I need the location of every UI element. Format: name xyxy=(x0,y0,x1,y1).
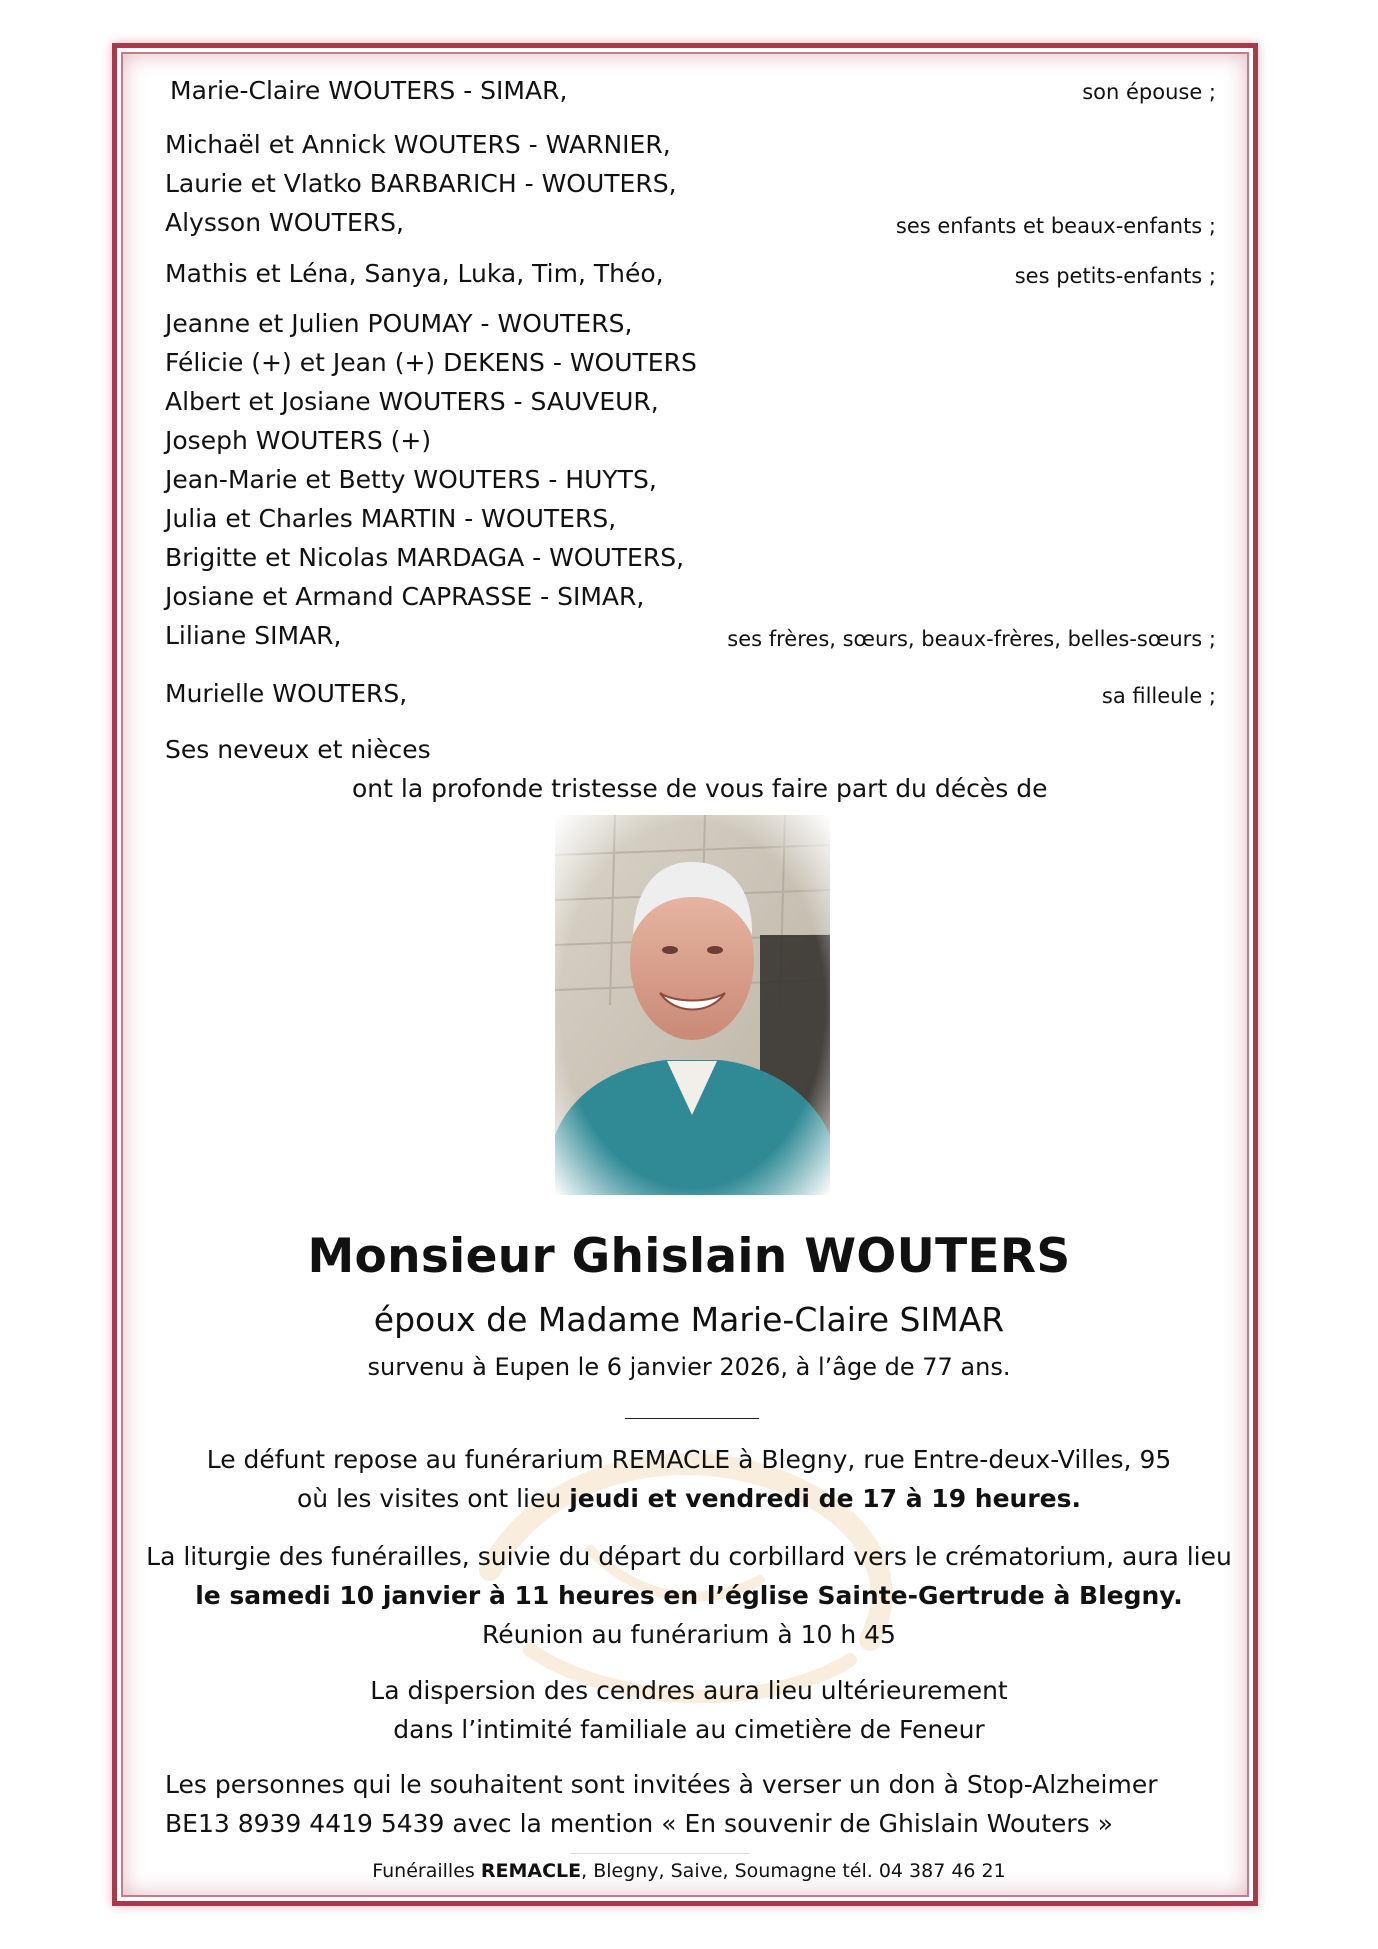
footer-credit xyxy=(0,1862,1378,1881)
sibling-5: Jean-Marie et Betty WOUTERS - HUYTS, xyxy=(165,465,657,494)
footer-company: REMACLE xyxy=(480,1860,582,1882)
deceased-spouse-line: époux de Madame Marie-Claire SIMAR xyxy=(373,1300,1005,1339)
child-1: Michaël et Annick WOUTERS - WARNIER, xyxy=(165,130,671,159)
sibling-2: Félicie (+) et Jean (+) DEKENS - WOUTERS xyxy=(165,348,697,377)
goddaughter-role: sa filleule ; xyxy=(1101,684,1216,708)
death-details: survenu à Eupen le 6 janvier 2026, à l’âge de 77 ans. xyxy=(367,1353,1011,1381)
siblings-role: ses frères, sœurs, beaux-frères, belles-sœurs ; xyxy=(727,627,1216,651)
liturgy-line: La liturgie des funérailles, suivie du départ du corbillard vers le crématorium, aura lieu xyxy=(146,1542,1232,1571)
donation-line-1: Les personnes qui le souhaitent sont invitées à verser un don à Stop-Alzheimer xyxy=(165,1770,1158,1799)
deceased-portrait xyxy=(555,815,830,1195)
portrait-image xyxy=(555,815,830,1195)
sibling-1: Jeanne et Julien POUMAY - WOUTERS, xyxy=(165,309,633,338)
footer-rule xyxy=(570,1853,750,1854)
ashes-line-1: La dispersion des cendres aura lieu ultérieurement xyxy=(370,1676,1008,1705)
child-3: Alysson WOUTERS, xyxy=(165,208,404,237)
sibling-7: Brigitte et Nicolas MARDAGA - WOUTERS, xyxy=(165,543,685,572)
separator-rule xyxy=(625,1418,759,1419)
grandchildren: Mathis et Léna, Sanya, Luka, Tim, Théo, xyxy=(165,259,664,288)
sibling-4: Joseph WOUTERS (+) xyxy=(165,426,432,455)
grandchildren-role: ses petits-enfants ; xyxy=(1014,264,1216,288)
child-2: Laurie et Vlatko BARBARICH - WOUTERS, xyxy=(165,169,677,198)
children-role: ses enfants et beaux-enfants ; xyxy=(895,214,1216,238)
donation-line-2: BE13 8939 4419 5439 avec la mention « En souvenir de Ghislain Wouters » xyxy=(165,1809,1113,1838)
nephews-nieces: Ses neveux et nièces xyxy=(165,735,431,764)
announcement-line: ont la profonde tristesse de vous faire part du décès de xyxy=(352,774,1048,803)
rest-location: Le défunt repose au funérarium REMACLE à Blegny, rue Entre-deux-Villes, 95 xyxy=(206,1445,1172,1474)
liturgy-date: le samedi 10 janvier à 11 heures en l’église Sainte-Gertrude à Blegny. xyxy=(195,1581,1183,1610)
sibling-8: Josiane et Armand CAPRASSE - SIMAR, xyxy=(165,582,645,611)
footer-prefix: Funérailles xyxy=(372,1860,481,1882)
deceased-name: Monsieur Ghislain WOUTERS xyxy=(307,1229,1071,1284)
spouse-role: son épouse ; xyxy=(1082,80,1216,104)
visits-line xyxy=(0,1486,1378,1511)
sibling-6: Julia et Charles MARTIN - WOUTERS, xyxy=(165,504,617,533)
sibling-9: Liliane SIMAR, xyxy=(165,621,342,650)
spouse-name: Marie-Claire WOUTERS - SIMAR, xyxy=(170,76,568,105)
footer-suffix: , Blegny, Saive, Soumagne tél. 04 387 46 21 xyxy=(581,1860,1006,1882)
meeting-line: Réunion au funérarium à 10 h 45 xyxy=(482,1620,896,1649)
goddaughter: Murielle WOUTERS, xyxy=(165,679,408,708)
ashes-line-2: dans l’intimité familiale au cimetière de Feneur xyxy=(393,1715,985,1744)
visits-times: jeudi et vendredi de 17 à 19 heures. xyxy=(569,1484,1082,1513)
visits-prefix: où les visites ont lieu xyxy=(296,1484,570,1513)
sibling-3: Albert et Josiane WOUTERS - SAUVEUR, xyxy=(165,387,659,416)
